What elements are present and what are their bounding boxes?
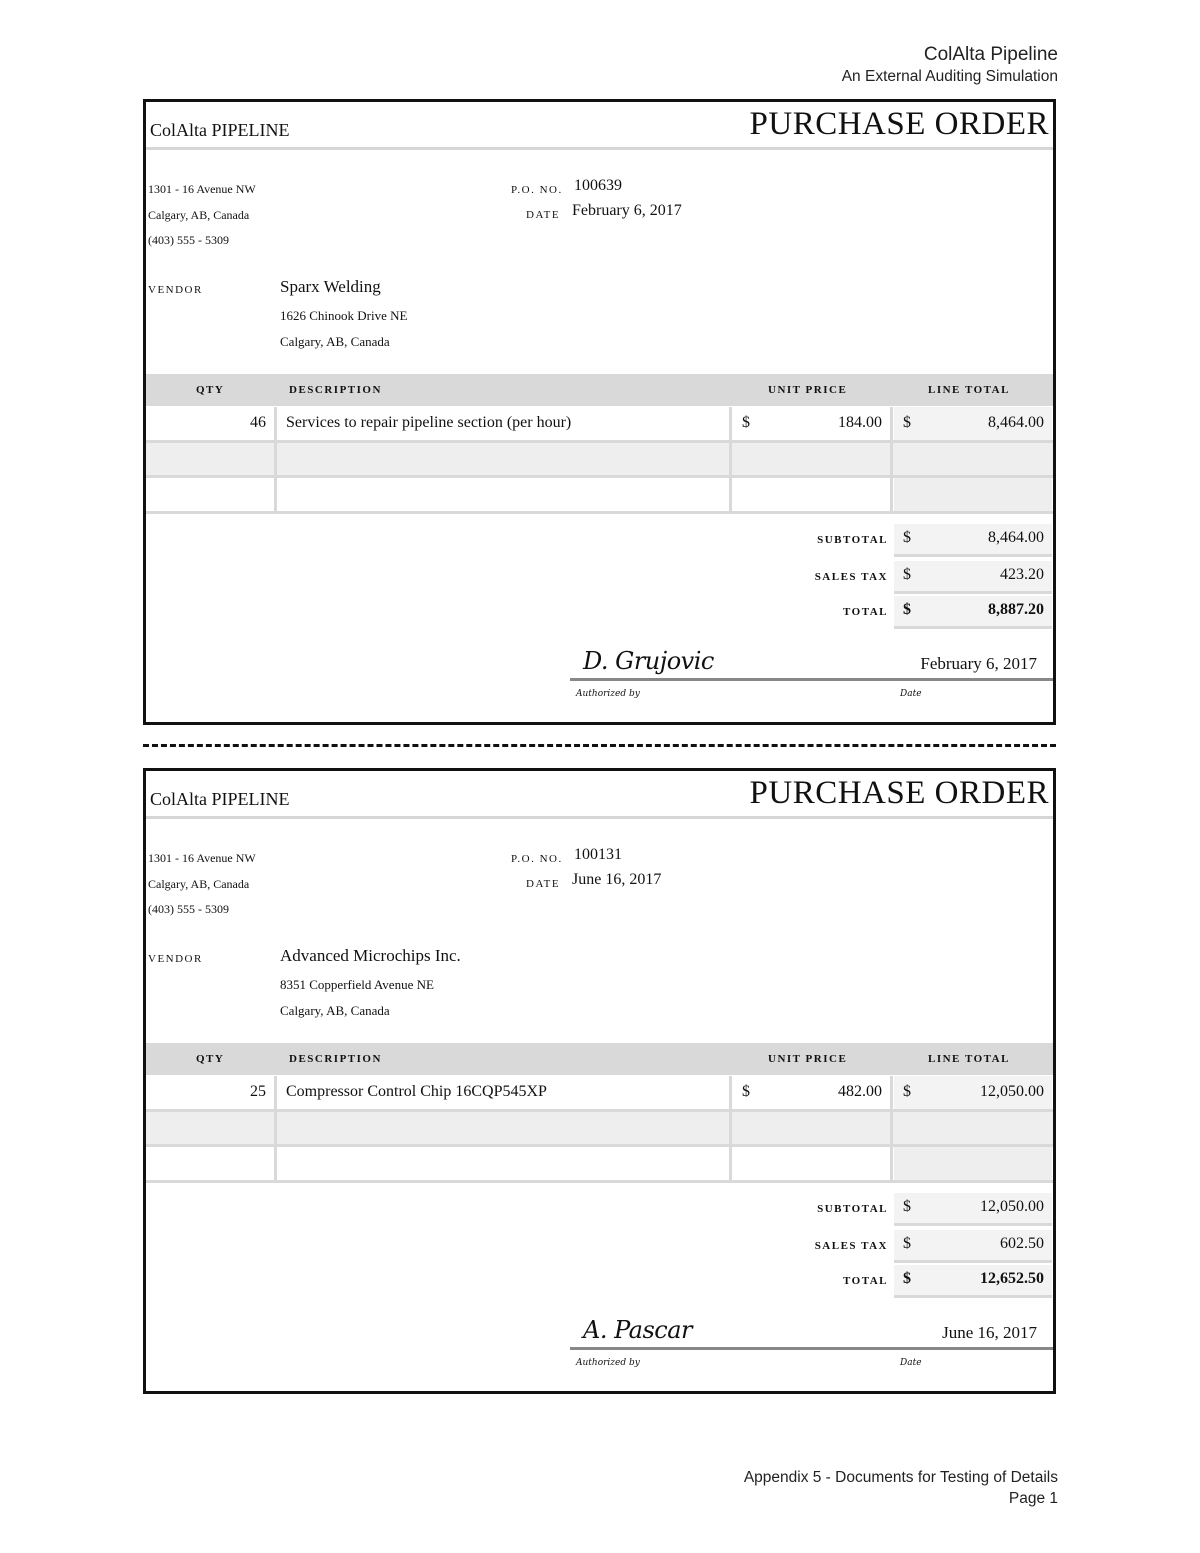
column-header-qty: QTY bbox=[196, 384, 225, 396]
signed-date: June 16, 2017 bbox=[942, 1323, 1037, 1342]
unit-price-value: 482.00 bbox=[838, 1083, 882, 1100]
vendor-address-line-2: Calgary, AB, Canada bbox=[280, 334, 390, 349]
total-box bbox=[894, 1265, 1052, 1298]
signature-line bbox=[570, 1347, 1053, 1350]
total-value: 12,652.50 bbox=[980, 1270, 1044, 1287]
date-value: June 16, 2017 bbox=[572, 871, 662, 888]
company-name: ColAlta PIPELINE bbox=[150, 789, 290, 809]
currency-symbol: $ bbox=[903, 601, 911, 618]
table-row-empty bbox=[146, 1147, 1053, 1180]
signature: A. Pascar bbox=[583, 1316, 693, 1344]
total-label: TOTAL bbox=[843, 606, 888, 618]
signature-date-label: Date bbox=[900, 689, 922, 699]
subtotal-box bbox=[894, 524, 1052, 557]
sales-tax-box bbox=[894, 1230, 1052, 1263]
company-address-line-2: Calgary, AB, Canada bbox=[148, 877, 250, 891]
company-phone: (403) 555 - 5309 bbox=[148, 233, 229, 247]
vendor-address-line-2: Calgary, AB, Canada bbox=[280, 1003, 390, 1018]
total-label: TOTAL bbox=[843, 1275, 888, 1287]
description-value: Compressor Control Chip 16CQP545XP bbox=[286, 1083, 547, 1100]
signed-date: February 6, 2017 bbox=[920, 654, 1037, 673]
qty-cell bbox=[146, 1076, 274, 1109]
document-title: PURCHASE ORDER bbox=[749, 106, 1049, 142]
subtotal-value: 8,464.00 bbox=[988, 529, 1044, 546]
vendor-address-line-1: 1626 Chinook Drive NE bbox=[280, 308, 408, 323]
sales-tax-value: 423.20 bbox=[1000, 566, 1044, 583]
currency-symbol: $ bbox=[903, 1198, 911, 1215]
table-header bbox=[146, 1043, 1053, 1075]
document-title: PURCHASE ORDER bbox=[749, 775, 1049, 811]
currency-symbol: $ bbox=[903, 566, 911, 583]
company-address-line-2: Calgary, AB, Canada bbox=[148, 208, 250, 222]
date-value: February 6, 2017 bbox=[572, 202, 682, 219]
po-number-label: P.O. NO. bbox=[511, 853, 563, 865]
unit-price-cell bbox=[733, 1076, 890, 1109]
table-row bbox=[146, 1076, 1053, 1109]
vendor-name: Sparx Welding bbox=[280, 277, 381, 296]
signature-date-label: Date bbox=[900, 1358, 922, 1368]
currency-symbol: $ bbox=[742, 1083, 750, 1100]
unit-price-value: 184.00 bbox=[838, 414, 882, 431]
subtotal-label: SUBTOTAL bbox=[817, 1203, 888, 1215]
divider bbox=[146, 816, 1053, 819]
table-header bbox=[146, 374, 1053, 406]
currency-symbol: $ bbox=[903, 529, 911, 546]
company-phone: (403) 555 - 5309 bbox=[148, 902, 229, 916]
total-box bbox=[894, 596, 1052, 629]
table-row bbox=[146, 407, 1053, 440]
column-header-qty: QTY bbox=[196, 1053, 225, 1065]
cut-line-divider bbox=[143, 744, 1056, 747]
po-number-label: P.O. NO. bbox=[511, 184, 563, 196]
divider bbox=[146, 147, 1053, 150]
po-number-value: 100639 bbox=[574, 177, 622, 194]
qty-cell bbox=[146, 407, 274, 440]
company-address-line-1: 1301 - 16 Avenue NW bbox=[148, 851, 256, 865]
subtotal-value: 12,050.00 bbox=[980, 1198, 1044, 1215]
page-header-title: ColAlta Pipeline bbox=[923, 44, 1058, 65]
unit-price-cell bbox=[733, 407, 890, 440]
table-row-empty bbox=[146, 442, 1053, 475]
authorized-by-label: Authorized by bbox=[576, 1358, 640, 1368]
signature-line bbox=[570, 678, 1053, 681]
company-address-line-1: 1301 - 16 Avenue NW bbox=[148, 182, 256, 196]
page-footer-page-number: Page 1 bbox=[1008, 1490, 1058, 1507]
date-label: DATE bbox=[526, 209, 561, 221]
subtotal-box bbox=[894, 1193, 1052, 1226]
authorized-by-label: Authorized by bbox=[576, 689, 640, 699]
signature: D. Grujovic bbox=[583, 647, 714, 675]
subtotal-label: SUBTOTAL bbox=[817, 534, 888, 546]
vendor-label: VENDOR bbox=[148, 284, 203, 296]
currency-symbol: $ bbox=[903, 414, 911, 431]
date-label: DATE bbox=[526, 878, 561, 890]
column-header-unit-price: UNIT PRICE bbox=[768, 384, 848, 396]
currency-symbol: $ bbox=[903, 1235, 911, 1252]
sales-tax-label: SALES TAX bbox=[814, 1240, 888, 1252]
purchase-order-2 bbox=[143, 768, 1056, 1394]
table-row-empty bbox=[146, 1111, 1053, 1144]
description-cell bbox=[277, 1076, 728, 1109]
purchase-order-1 bbox=[143, 99, 1056, 725]
column-header-line-total: LINE TOTAL bbox=[928, 1053, 1010, 1065]
qty-value: 46 bbox=[250, 414, 266, 431]
sales-tax-value: 602.50 bbox=[1000, 1235, 1044, 1252]
company-name: ColAlta PIPELINE bbox=[150, 120, 290, 140]
po-number-value: 100131 bbox=[574, 846, 622, 863]
vendor-name: Advanced Microchips Inc. bbox=[280, 946, 461, 965]
column-header-description: DESCRIPTION bbox=[289, 384, 382, 396]
column-header-unit-price: UNIT PRICE bbox=[768, 1053, 848, 1065]
line-total-cell bbox=[894, 1076, 1052, 1109]
sales-tax-box bbox=[894, 561, 1052, 594]
vendor-address-line-1: 8351 Copperfield Avenue NE bbox=[280, 977, 434, 992]
page-footer-line-1: Appendix 5 - Documents for Testing of Details bbox=[743, 1469, 1058, 1486]
currency-symbol: $ bbox=[742, 414, 750, 431]
qty-value: 25 bbox=[250, 1083, 266, 1100]
page-header-subtitle: An External Auditing Simulation bbox=[841, 68, 1058, 85]
column-header-line-total: LINE TOTAL bbox=[928, 384, 1010, 396]
line-total-value: 8,464.00 bbox=[988, 414, 1044, 431]
description-value: Services to repair pipeline section (per hour) bbox=[286, 414, 572, 431]
description-cell bbox=[277, 407, 728, 440]
currency-symbol: $ bbox=[903, 1270, 911, 1287]
line-total-value: 12,050.00 bbox=[980, 1083, 1044, 1100]
table-row-empty bbox=[146, 478, 1053, 511]
sales-tax-label: SALES TAX bbox=[814, 571, 888, 583]
total-value: 8,887.20 bbox=[988, 601, 1044, 618]
currency-symbol: $ bbox=[903, 1083, 911, 1100]
line-total-cell bbox=[894, 407, 1052, 440]
vendor-label: VENDOR bbox=[148, 953, 203, 965]
column-header-description: DESCRIPTION bbox=[289, 1053, 382, 1065]
